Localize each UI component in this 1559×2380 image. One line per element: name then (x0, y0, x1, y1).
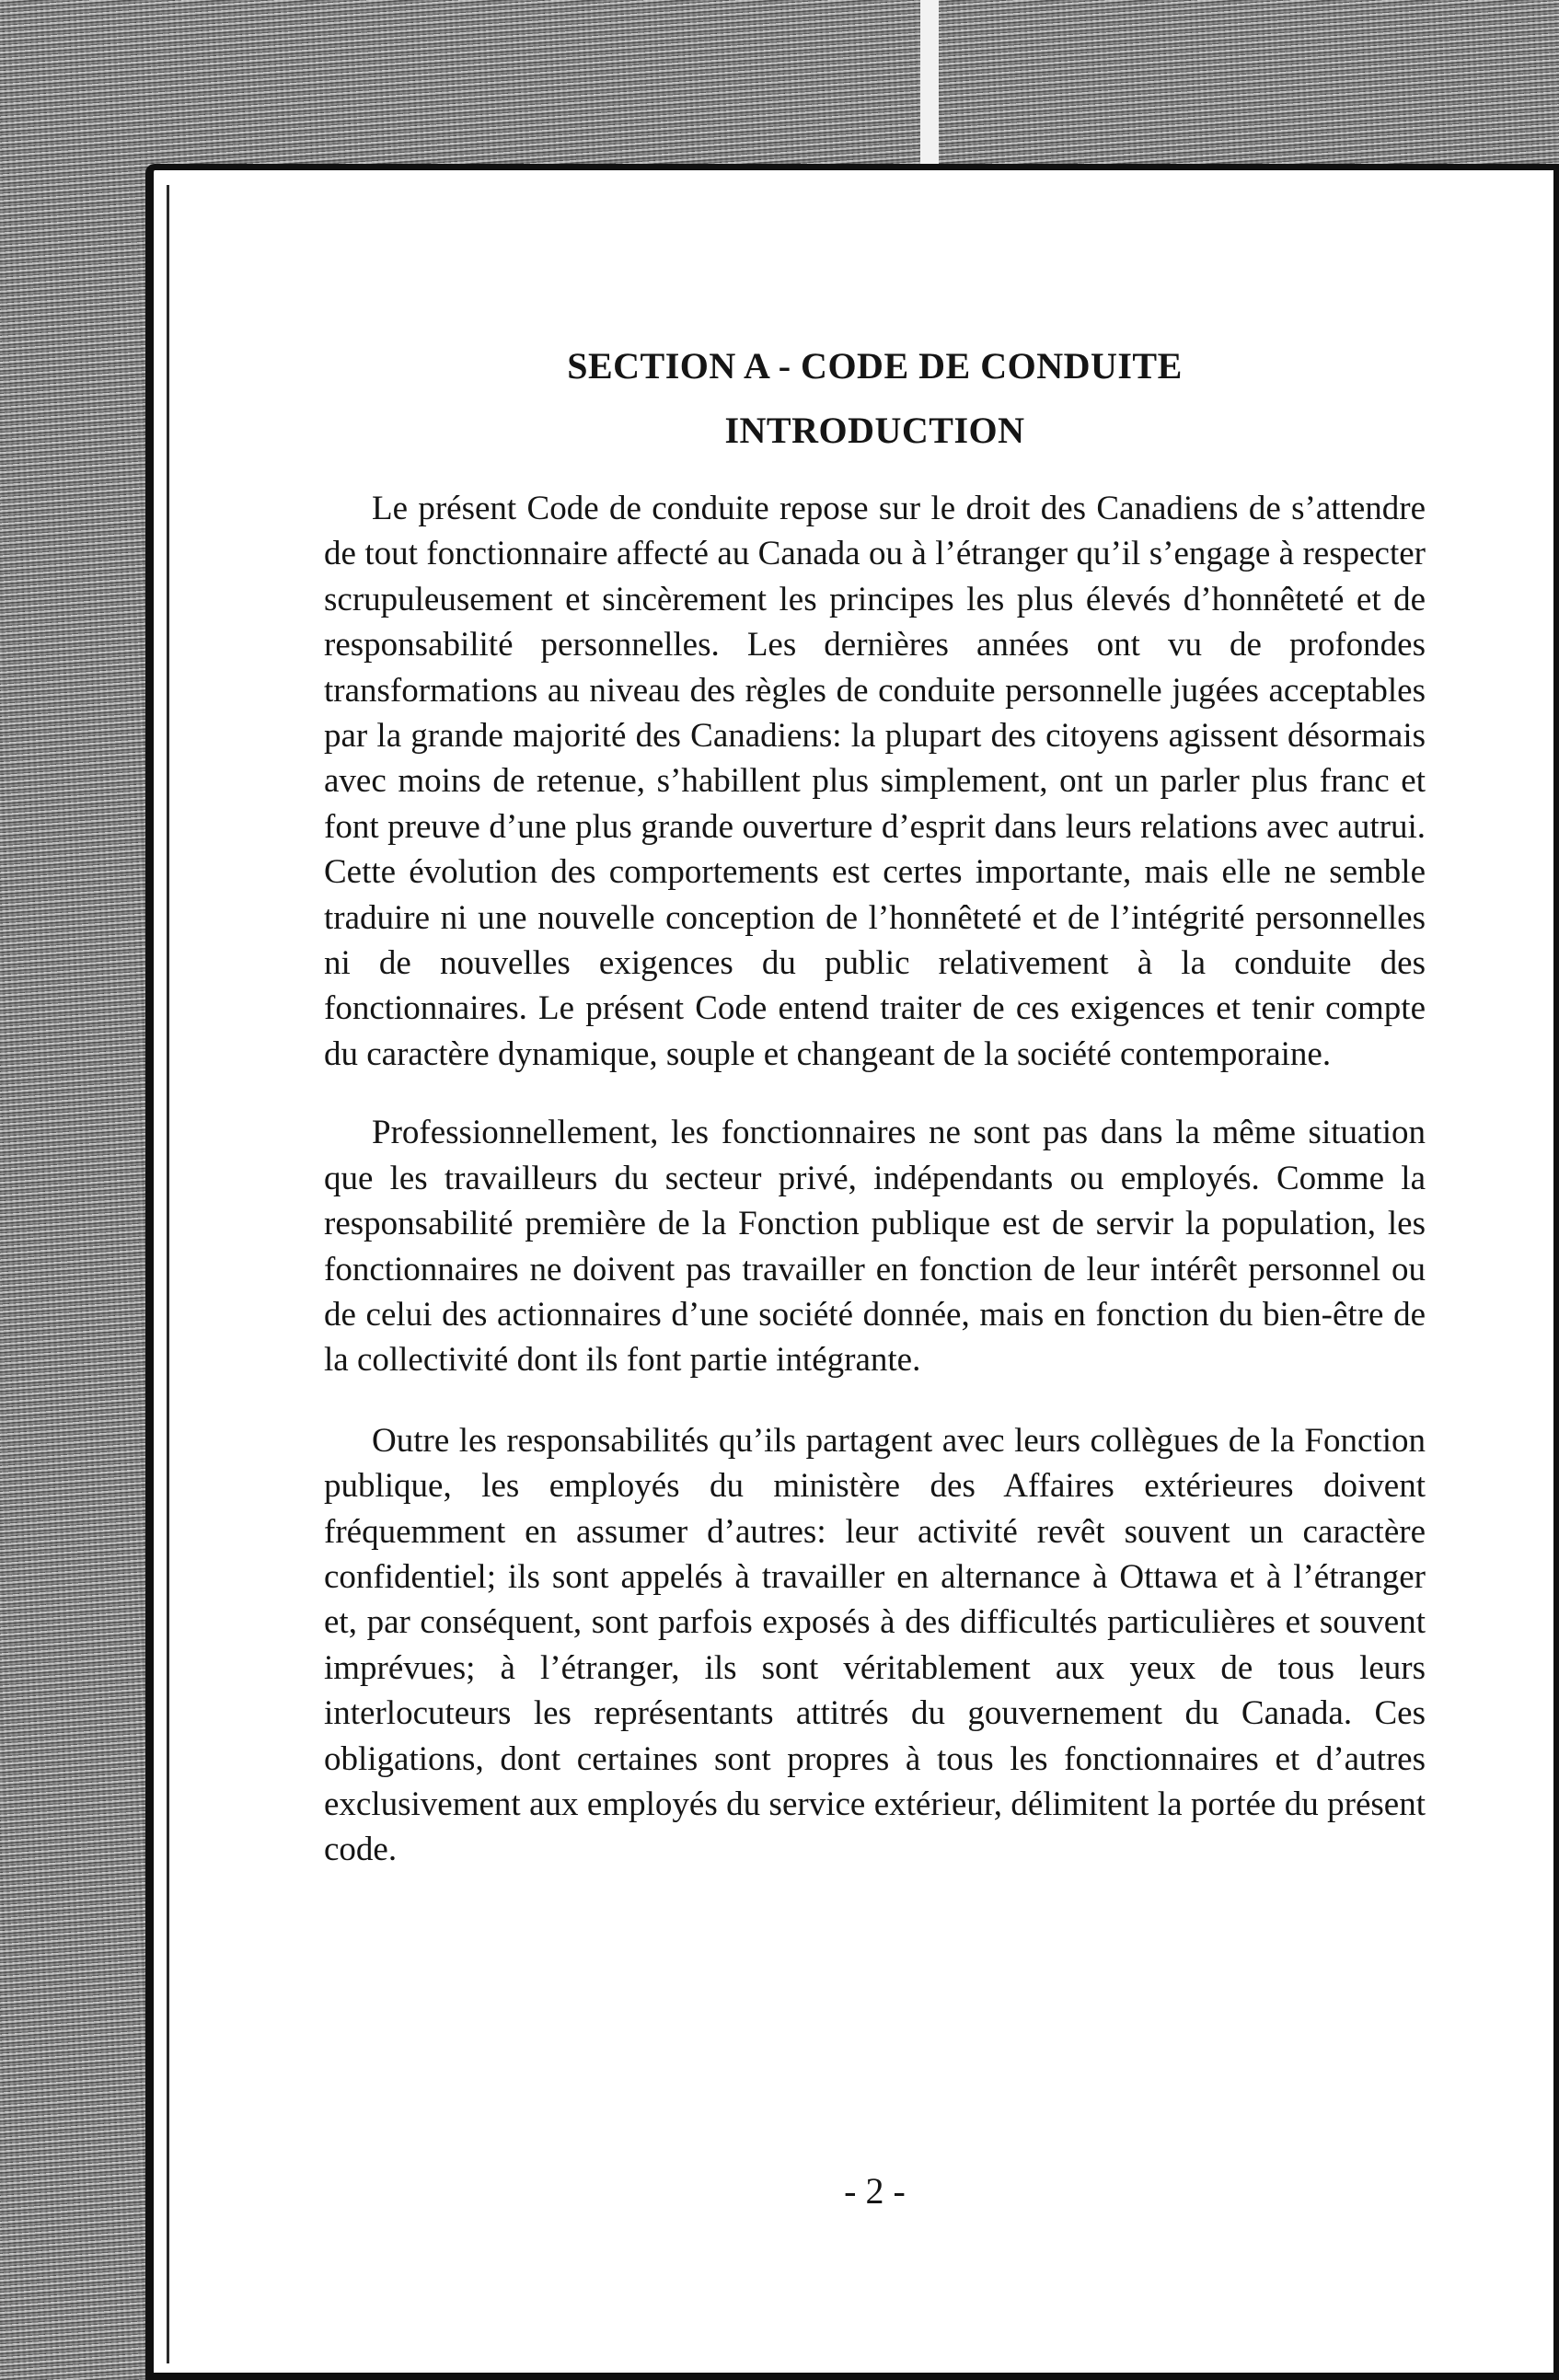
page-number: - 2 - (844, 2170, 906, 2212)
paragraph-3: Outre les responsabilités qu’ils partagent avec leurs collègues de la Fonction publique, les employés du ministère des Affaires extérieures doivent fréquemment en assumer d’autres: leur activité revêt souvent un caractère confidentiel; ils sont appelés à travailler en alternance à Ottawa et à l’étranger et, par conséquent, sont parfois exposés à des difficultés particulières et souvent imprévues; à l’étranger, ils sont véritablement aux yeux de tous leurs interlocuteurs les représentants attitrés du gouvernement du Canada. Ces obligations, dont certaines sont propres à tous les fonctionnaires et d’autres exclusivement aux employés du service extérieur, délimitent la portée du présent code. (324, 1421, 1426, 1869)
section-heading: SECTION A - CODE DE CONDUITE (567, 345, 1183, 387)
introduction-heading: INTRODUCTION (724, 410, 1025, 451)
paragraph-1: Le présent Code de conduite repose sur le droit des Canadiens de s’attendre de tout fonctionnaire affecté au Canada ou à l’étranger qu’il s’engage à respecter scrupuleusement et sincèrement les principes les plus élevés d’honnêteté et de responsabilité personnelles. Les dernières années ont vu de profondes transformations au niveau des règles de conduite personnelle jugées acceptables par la grande majorité des Canadiens: la plupart des citoyens agissent désormais avec moins de retenue, s’habillent plus simplement, ont un parler plus franc et font preuve d’une plus grande ouverture d’esprit dans leurs relations avec autrui. Cette évolution des comportements est certes importante, mais elle ne semble traduire ni une nouvelle conception de l’honnêteté et de l’intégrité personnelles ni de nouvelles exigences du public relativement à la conduite des fonctionnaires. Le présent Code entend traiter de ces exigences et tenir compte du caractère dynamique, souple et changeant de la société contemporaine. (324, 490, 1426, 1073)
paragraph-2: Professionnellement, les fonctionnaires ne sont pas dans la même situation que les travailleurs du secteur privé, indépendants ou employés. Comme la responsabilité première de la Fonction publique est de servir la population, les fonctionnaires ne doivent pas travailler en fonction de leur intérêt personnel ou de celui des actionnaires d’une société donnée, mais en fonction du bien-être de la collectivité dont ils font partie intégrante. (324, 1114, 1426, 1380)
scan-background-strip (920, 0, 939, 166)
document-page (145, 164, 1559, 2380)
page-content (324, 341, 1426, 1873)
page-border-rule (167, 185, 169, 2363)
